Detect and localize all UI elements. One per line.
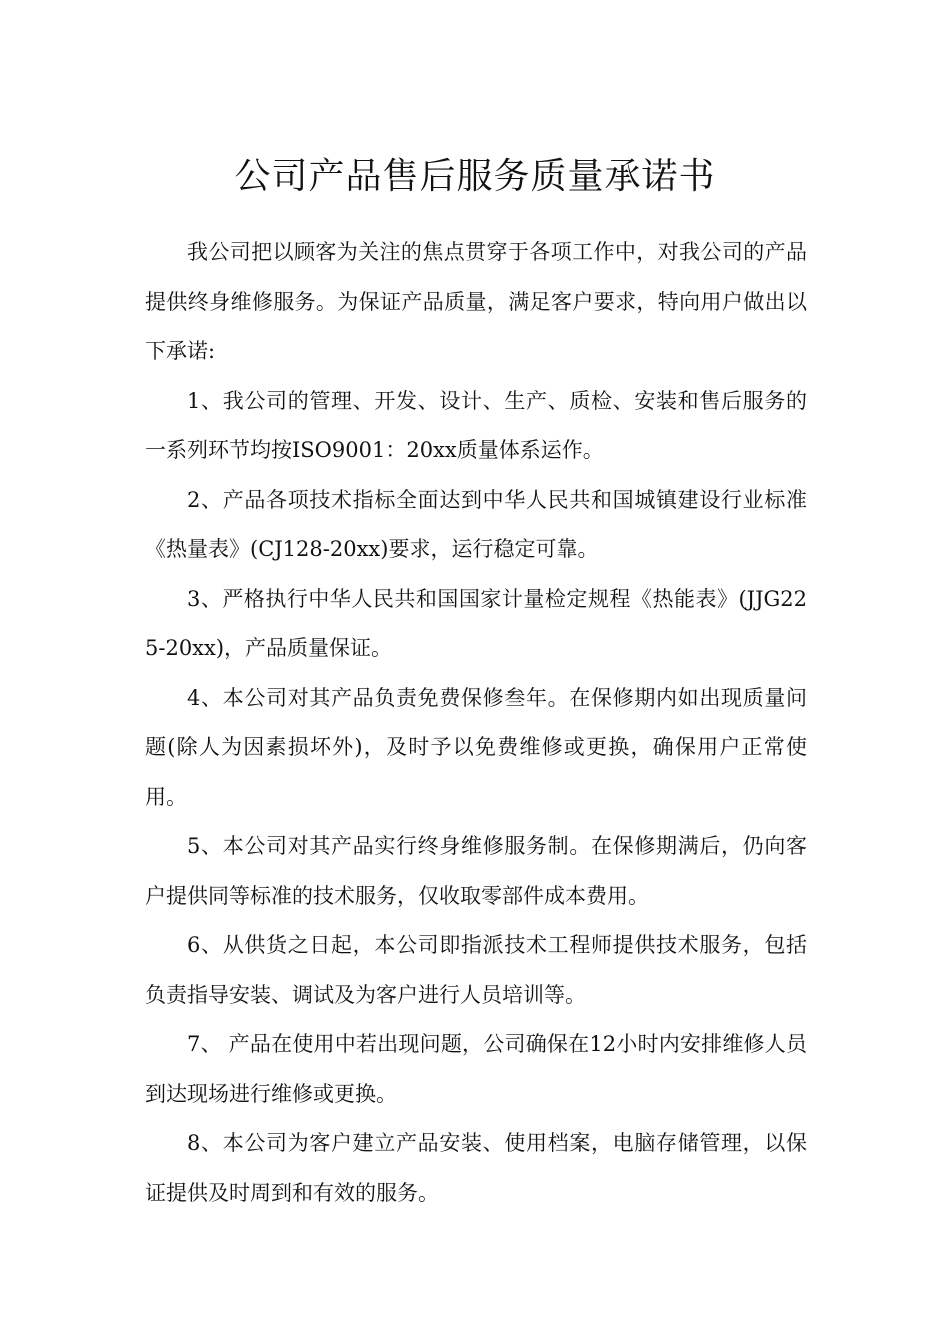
commitment-item-4: 4、本公司对其产品负责免费保修叁年。在保修期内如出现质量问题(除人为因素损坏外)，及时予以免费维修或更换，确保用户正常使用。 <box>145 685 807 809</box>
commitment-item-5: 5、本公司对其产品实行终身维修服务制。在保修期满后，仍向客户提供同等标准的技术服务，仅收取零部件成本费用。 <box>145 834 807 908</box>
document-title: 公司产品售后服务质量承诺书 <box>234 156 716 198</box>
commitment-item-1: 1、我公司的管理、开发、设计、生产、质检、安装和售后服务的一系列环节均按ISO9001：20xx质量体系运作。 <box>145 388 807 462</box>
commitment-item-6: 6、从供货之日起，本公司即指派技术工程师提供技术服务，包括负责指导安装、调试及为客户进行人员培训等。 <box>145 933 807 1007</box>
commitment-item-2: 2、产品各项技术指标全面达到中华人民共和国城镇建设行业标准《热量表》(CJ128-20xx)要求，运行稳定可靠。 <box>145 487 807 561</box>
commitment-item-8: 8、本公司为客户建立产品安装、使用档案，电脑存储管理，以保证提供及时周到和有效的服务。 <box>145 1131 807 1205</box>
commitment-item-3: 3、严格执行中华人民共和国国家计量检定规程《热能表》(JJG225-20xx)，产品质量保证。 <box>145 586 807 660</box>
commitment-item-7: 7、 产品在使用中若出现问题，公司确保在12小时内安排维修人员到达现场进行维修或更换。 <box>145 1032 807 1106</box>
document-body <box>145 228 807 1218</box>
intro-paragraph: 我公司把以顾客为关注的焦点贯穿于各项工作中，对我公司的产品提供终身维修服务。为保证产品质量，满足客户要求，特向用户做出以下承诺: <box>145 240 807 363</box>
